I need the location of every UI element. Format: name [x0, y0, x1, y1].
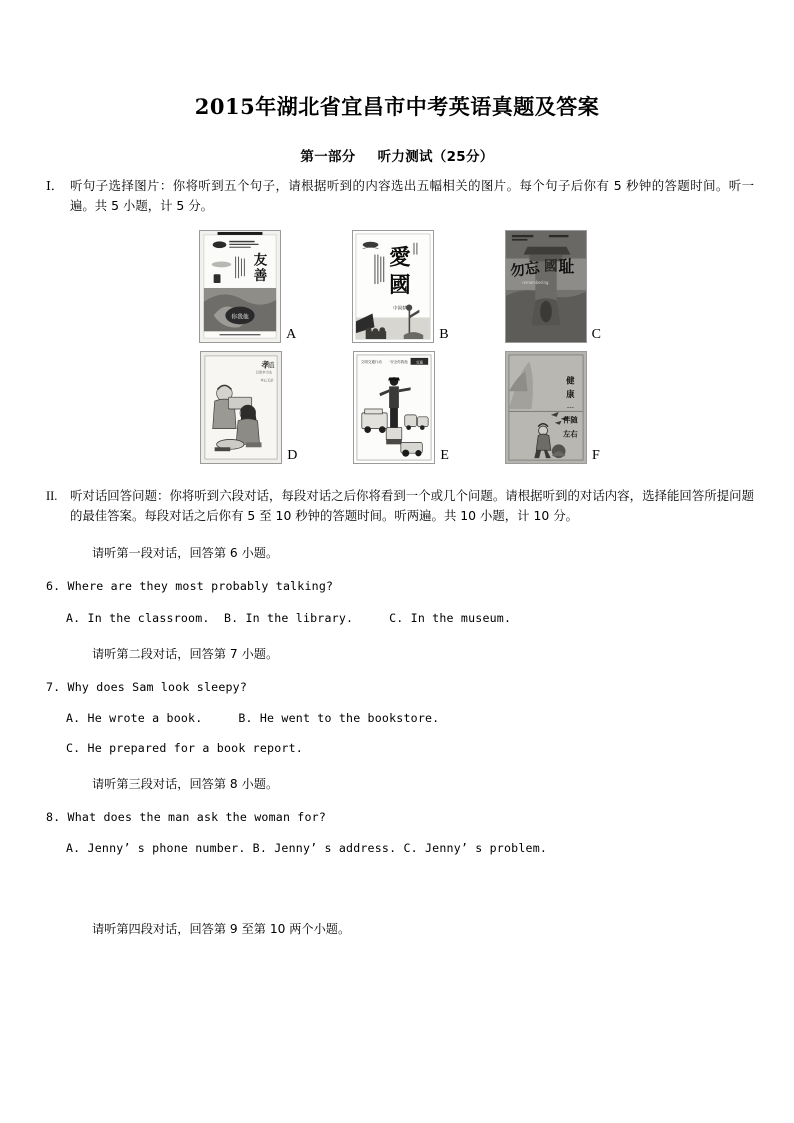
- poster-cell-a: [199, 230, 296, 343]
- svg-text:善: 善: [253, 268, 268, 285]
- traffic-police-poster-icon: [354, 352, 434, 463]
- poster-cell-c: [505, 230, 601, 343]
- svg-text:勿忘: 勿忘: [508, 259, 541, 281]
- poster-cell-e: [353, 351, 449, 464]
- poster-cell-b: [352, 230, 448, 343]
- filial-piety-poster-icon: [201, 352, 281, 463]
- patriotism-poster-icon: [353, 231, 433, 342]
- svg-text:孝: 孝: [261, 360, 270, 370]
- svg-text:耻: 耻: [558, 257, 574, 277]
- question-7-options-line-1[interactable]: A. He wrote a book. B. He went to the bookstore.: [66, 711, 440, 726]
- poster-image-a: [199, 230, 281, 343]
- poster-grid: [46, 230, 754, 472]
- poster-image-d: [200, 351, 282, 464]
- page-title: 2015年湖北省宜昌市中考英语真题及答案: [194, 94, 600, 119]
- health-hiking-poster-icon: [506, 352, 586, 463]
- block-spacer: [46, 857, 754, 903]
- poster-image-e: [353, 351, 435, 464]
- poster-label-d: D: [287, 448, 298, 464]
- listen-note-dialogue-4: 请听第四段对话，回答第 9 至第 10 两个小题。: [92, 921, 351, 936]
- svg-text:伴随: 伴随: [563, 415, 578, 425]
- svg-text:文明交通行动: 文明交通行动: [361, 359, 383, 364]
- poster-label-b: B: [439, 327, 449, 343]
- svg-text:愛: 愛: [389, 245, 411, 271]
- poster-cell-f: [505, 351, 600, 464]
- svg-text:孝心无价: 孝心无价: [260, 378, 274, 383]
- section-two-number: II.: [46, 489, 58, 504]
- document-body: [46, 176, 754, 937]
- question-7-options-line-2[interactable]: C. He prepared for a book report.: [66, 740, 303, 755]
- listen-note-dialogue-1: 请听第一段对话，回答第 6 小题。: [92, 546, 279, 561]
- question-6-options[interactable]: A. In the classroom. B. In the library. C. In the museum.: [66, 611, 512, 626]
- section-one-number: Ⅰ．: [46, 179, 64, 193]
- svg-text:---: ---: [566, 403, 574, 412]
- poster-label-e: E: [440, 448, 449, 464]
- svg-text:道: 道: [268, 361, 275, 370]
- svg-text:百善孝为先: 百善孝为先: [255, 370, 273, 375]
- svg-text:左右: 左右: [563, 429, 578, 439]
- svg-text:國: 國: [543, 258, 558, 275]
- listen-note-dialogue-3: 请听第三段对话，回答第 8 小题。: [92, 776, 279, 791]
- svg-text:友: 友: [253, 252, 268, 269]
- poster-label-c: C: [591, 327, 601, 343]
- poster-label-a: A: [286, 327, 297, 343]
- poster-label-f: F: [591, 448, 600, 464]
- section-one-text: 听句子选择图片：你将听到五个句子，请根据听到的内容选出五幅相关的图片。每个句子后你有 5 秒钟的答题时间。听一遍。共 5 小题，计 5 分。: [70, 178, 754, 214]
- svg-text:你我他: 你我他: [231, 314, 249, 321]
- question-7-stem: 7. Why does Sam look sleepy?: [46, 679, 248, 694]
- poster-row-bottom: [200, 351, 599, 464]
- friendliness-poster-icon: [200, 231, 280, 342]
- poster-cell-d: [200, 351, 297, 464]
- question-8-stem: 8. What does the man ask the woman for?: [46, 809, 327, 824]
- poster-image-f: [505, 351, 587, 464]
- listen-note-dialogue-2: 请听第二段对话，回答第 7 小题。: [92, 646, 279, 661]
- question-6-stem: 6. Where are they most probably talking?: [46, 579, 334, 594]
- part-heading-subject: 听力测试（25分）: [377, 149, 494, 166]
- svg-text:國: 國: [389, 273, 411, 299]
- svg-text:remembering: remembering: [521, 280, 549, 286]
- section-two-intro: [46, 486, 754, 526]
- svg-text:健: 健: [566, 375, 575, 386]
- svg-text:中国梦: 中国梦: [393, 306, 407, 312]
- question-8-options[interactable]: A. Jenny’ s phone number. B. Jenny’ s address. C. Jenny’ s problem.: [66, 841, 548, 856]
- national-humiliation-poster-icon: [506, 231, 586, 342]
- poster-row-top: [199, 230, 601, 343]
- poster-image-c: [505, 230, 587, 343]
- svg-text:·安全你我他: ·安全你我他: [389, 359, 409, 364]
- svg-text:交通: 交通: [416, 360, 424, 365]
- part-heading: [0, 119, 794, 165]
- part-heading-label: 第一部分: [300, 149, 356, 166]
- poster-image-b: [352, 230, 434, 343]
- section-two-text: 听对话回答问题：你将听到六段对话，每段对话之后你将看到一个或几个问题。请根据听到的对话内容，选择能回答所提问题的最佳答案。每段对话之后你有 5 至 10 秒钟的答题时间。听两遍。共 10 小题，计 10 分。: [70, 488, 754, 524]
- section-one-intro: [46, 176, 754, 216]
- svg-text:康: 康: [566, 389, 575, 400]
